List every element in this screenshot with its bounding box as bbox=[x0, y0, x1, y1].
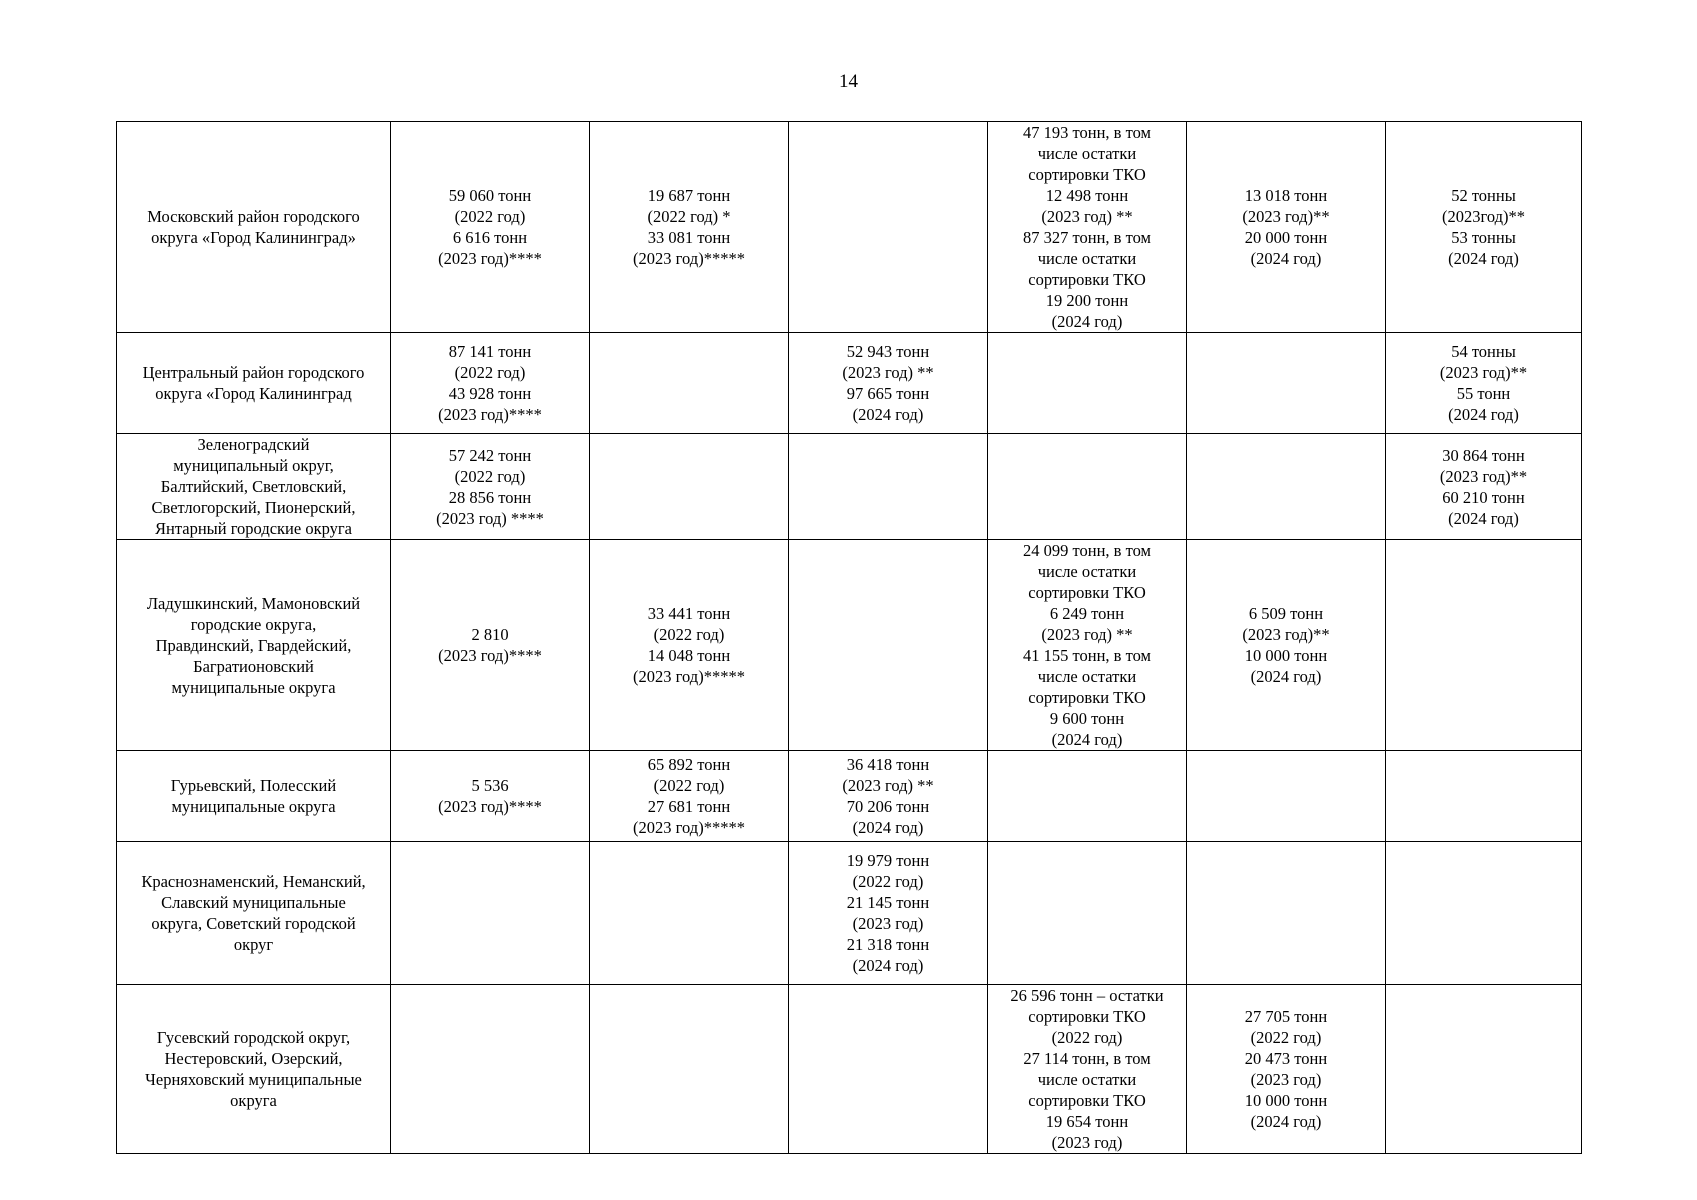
table-row bbox=[117, 842, 1582, 985]
table-cell bbox=[590, 333, 789, 434]
table-cell: 57 242 тонн (2022 год) 28 856 тонн (2023 год) **** bbox=[391, 434, 590, 540]
table-row bbox=[117, 122, 1582, 333]
table-cell bbox=[590, 434, 789, 540]
table-cell: 13 018 тонн (2023 год)** 20 000 тонн (2024 год) bbox=[1187, 122, 1386, 333]
table-cell bbox=[391, 985, 590, 1154]
table-cell: 6 509 тонн (2023 год)** 10 000 тонн (2024 год) bbox=[1187, 540, 1386, 751]
table-cell: 65 892 тонн (2022 год) 27 681 тонн (2023 год)***** bbox=[590, 751, 789, 842]
table-cell bbox=[1386, 751, 1582, 842]
table-cell: Центральный район городского округа «Город Калининград bbox=[117, 333, 391, 434]
table-cell: 54 тонны (2023 год)** 55 тонн (2024 год) bbox=[1386, 333, 1582, 434]
table-cell: 26 596 тонн – остатки сортировки ТКО (2022 год) 27 114 тонн, в том числе остатки сортировки ТКО 19 654 тонн (2023 год) bbox=[988, 985, 1187, 1154]
table-cell: 30 864 тонн (2023 год)** 60 210 тонн (2024 год) bbox=[1386, 434, 1582, 540]
table-cell: 27 705 тонн (2022 год) 20 473 тонн (2023 год) 10 000 тонн (2024 год) bbox=[1187, 985, 1386, 1154]
table-cell: 24 099 тонн, в том числе остатки сортировки ТКО 6 249 тонн (2023 год) ** 41 155 тонн, в том числе остатки сортировки ТКО 9 600 тонн (2024 год) bbox=[988, 540, 1187, 751]
table-cell: 36 418 тонн (2023 год) ** 70 206 тонн (2024 год) bbox=[789, 751, 988, 842]
table-cell bbox=[1187, 434, 1386, 540]
table-row bbox=[117, 985, 1582, 1154]
table-row bbox=[117, 434, 1582, 540]
table-cell: Московский район городского округа «Город Калининград» bbox=[117, 122, 391, 333]
table-cell: 19 687 тонн (2022 год) * 33 081 тонн (2023 год)***** bbox=[590, 122, 789, 333]
table-cell: 52 943 тонн (2023 год) ** 97 665 тонн (2024 год) bbox=[789, 333, 988, 434]
table-cell: Зеленоградский муниципальный округ, Балтийский, Светловский, Светлогорский, Пионерский, Янтарный городские округа bbox=[117, 434, 391, 540]
table-cell bbox=[789, 122, 988, 333]
table-cell bbox=[988, 751, 1187, 842]
table-cell: 47 193 тонн, в том числе остатки сортировки ТКО 12 498 тонн (2023 год) ** 87 327 тонн, в том числе остатки сортировки ТКО 19 200 тонн (2024 год) bbox=[988, 122, 1187, 333]
table-cell: Гурьевский, Полесский муниципальные округа bbox=[117, 751, 391, 842]
table-cell: Краснознаменский, Неманский, Славский муниципальные округа, Советский городской округ bbox=[117, 842, 391, 985]
table-cell: Ладушкинский, Мамоновский городские округа, Правдинский, Гвардейский, Багратионовский муниципальные округа bbox=[117, 540, 391, 751]
table-cell: 59 060 тонн (2022 год) 6 616 тонн (2023 год)**** bbox=[391, 122, 590, 333]
table-cell bbox=[1187, 333, 1386, 434]
waste-volume-table bbox=[116, 121, 1582, 1154]
table-cell: 52 тонны (2023год)** 53 тонны (2024 год) bbox=[1386, 122, 1582, 333]
table-cell bbox=[988, 434, 1187, 540]
table-row bbox=[117, 540, 1582, 751]
table-cell: 2 810 (2023 год)**** bbox=[391, 540, 590, 751]
table-row bbox=[117, 751, 1582, 842]
table-cell bbox=[789, 540, 988, 751]
table-cell bbox=[1386, 540, 1582, 751]
page-number: 14 bbox=[839, 71, 858, 92]
table-cell bbox=[988, 842, 1187, 985]
table-cell bbox=[789, 985, 988, 1154]
table-cell: 87 141 тонн (2022 год) 43 928 тонн (2023 год)**** bbox=[391, 333, 590, 434]
table-cell bbox=[590, 842, 789, 985]
table-cell: 5 536 (2023 год)**** bbox=[391, 751, 590, 842]
table-cell bbox=[391, 842, 590, 985]
table-cell bbox=[988, 333, 1187, 434]
table-row bbox=[117, 333, 1582, 434]
table-cell: Гусевский городской округ, Нестеровский, Озерский, Черняховский муниципальные округа bbox=[117, 985, 391, 1154]
table-cell: 19 979 тонн (2022 год) 21 145 тонн (2023 год) 21 318 тонн (2024 год) bbox=[789, 842, 988, 985]
table-cell bbox=[1386, 985, 1582, 1154]
table-cell: 33 441 тонн (2022 год) 14 048 тонн (2023 год)***** bbox=[590, 540, 789, 751]
table-cell bbox=[590, 985, 789, 1154]
table-cell bbox=[1386, 842, 1582, 985]
table-cell bbox=[1187, 751, 1386, 842]
table-cell bbox=[1187, 842, 1386, 985]
table-cell bbox=[789, 434, 988, 540]
